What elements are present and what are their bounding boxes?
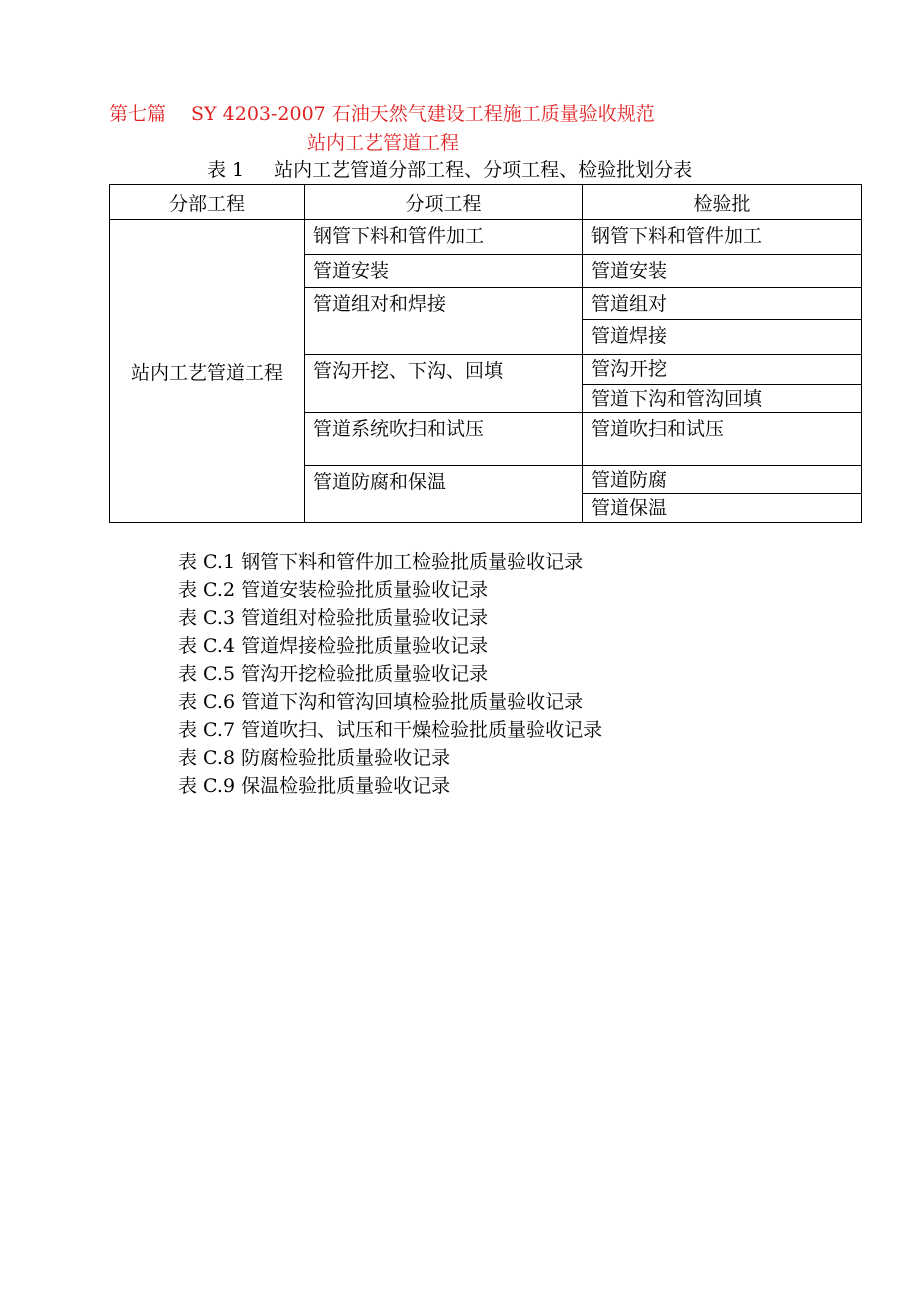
division-cell: 站内工艺管道工程: [110, 220, 305, 523]
lot-label: 管道吹扫和试压: [591, 418, 725, 440]
table-row: [110, 220, 862, 255]
lot-label: 管沟开挖: [591, 358, 668, 380]
lot-cell: [583, 320, 862, 355]
list-item: 表 C.8 防腐检验批质量验收记录: [178, 747, 451, 769]
record-list: [178, 548, 602, 800]
column-header-inspection-lot: 检验批: [583, 185, 862, 220]
lot-label: 钢管下料和管件加工: [591, 225, 763, 247]
lot-cell: [583, 466, 862, 494]
subitem-label: 管道组对和焊接: [313, 293, 447, 315]
lot-cell: [583, 288, 862, 320]
table-caption: [207, 158, 692, 182]
subitem-cell: [305, 220, 583, 255]
lot-label: 管道保温: [591, 497, 668, 519]
lot-cell: [583, 355, 862, 385]
subitem-cell: [305, 255, 583, 288]
column-header-division: 分部工程: [110, 185, 305, 220]
lot-label: 管道下沟和管沟回填: [591, 388, 763, 410]
list-item: 表 C.9 保温检验批质量验收记录: [178, 775, 451, 797]
subitem-label: 管道系统吹扫和试压: [313, 418, 485, 440]
lot-label: 管道组对: [591, 293, 668, 315]
lot-cell: [583, 385, 862, 413]
subitem-cell: [305, 288, 583, 355]
lot-label: 管道焊接: [591, 325, 668, 347]
subitem-cell: [305, 413, 583, 466]
column-header-subitem: 分项工程: [305, 185, 583, 220]
table-caption-text: 站内工艺管道分部工程、分项工程、检验批划分表: [274, 159, 693, 181]
subitem-label: 钢管下料和管件加工: [313, 225, 485, 247]
division-table: [109, 184, 862, 523]
list-item: 表 C.5 管沟开挖检验批质量验收记录: [178, 663, 489, 685]
lot-label: 管道安装: [591, 260, 668, 282]
list-item: 表 C.2 管道安装检验批质量验收记录: [178, 579, 489, 601]
list-item: 表 C.4 管道焊接检验批质量验收记录: [178, 635, 489, 657]
list-item: 表 C.6 管道下沟和管沟回填检验批质量验收记录: [178, 691, 584, 713]
subitem-cell: [305, 355, 583, 413]
table-caption-label: 表 1: [207, 159, 245, 181]
list-item: 表 C.7 管道吹扫、试压和干燥检验批质量验收记录: [178, 719, 603, 741]
lot-cell: [583, 220, 862, 255]
list-item: 表 C.3 管道组对检验批质量验收记录: [178, 607, 489, 629]
table-header-row: [110, 185, 862, 220]
subitem-cell: [305, 466, 583, 523]
lot-label: 管道防腐: [591, 469, 668, 491]
list-item: 表 C.1 钢管下料和管件加工检验批质量验收记录: [178, 551, 584, 573]
subitem-label: 管道防腐和保温: [313, 471, 447, 493]
subitem-label: 管道安装: [313, 260, 390, 282]
document-title: 第七篇 SY 4203-2007 石油天然气建设工程施工质量验收规范: [109, 103, 655, 125]
subitem-label: 管沟开挖、下沟、回填: [313, 360, 504, 382]
lot-cell: [583, 255, 862, 288]
lot-cell: [583, 413, 862, 466]
document-subtitle: 站内工艺管道工程: [307, 132, 460, 154]
lot-cell: [583, 494, 862, 523]
